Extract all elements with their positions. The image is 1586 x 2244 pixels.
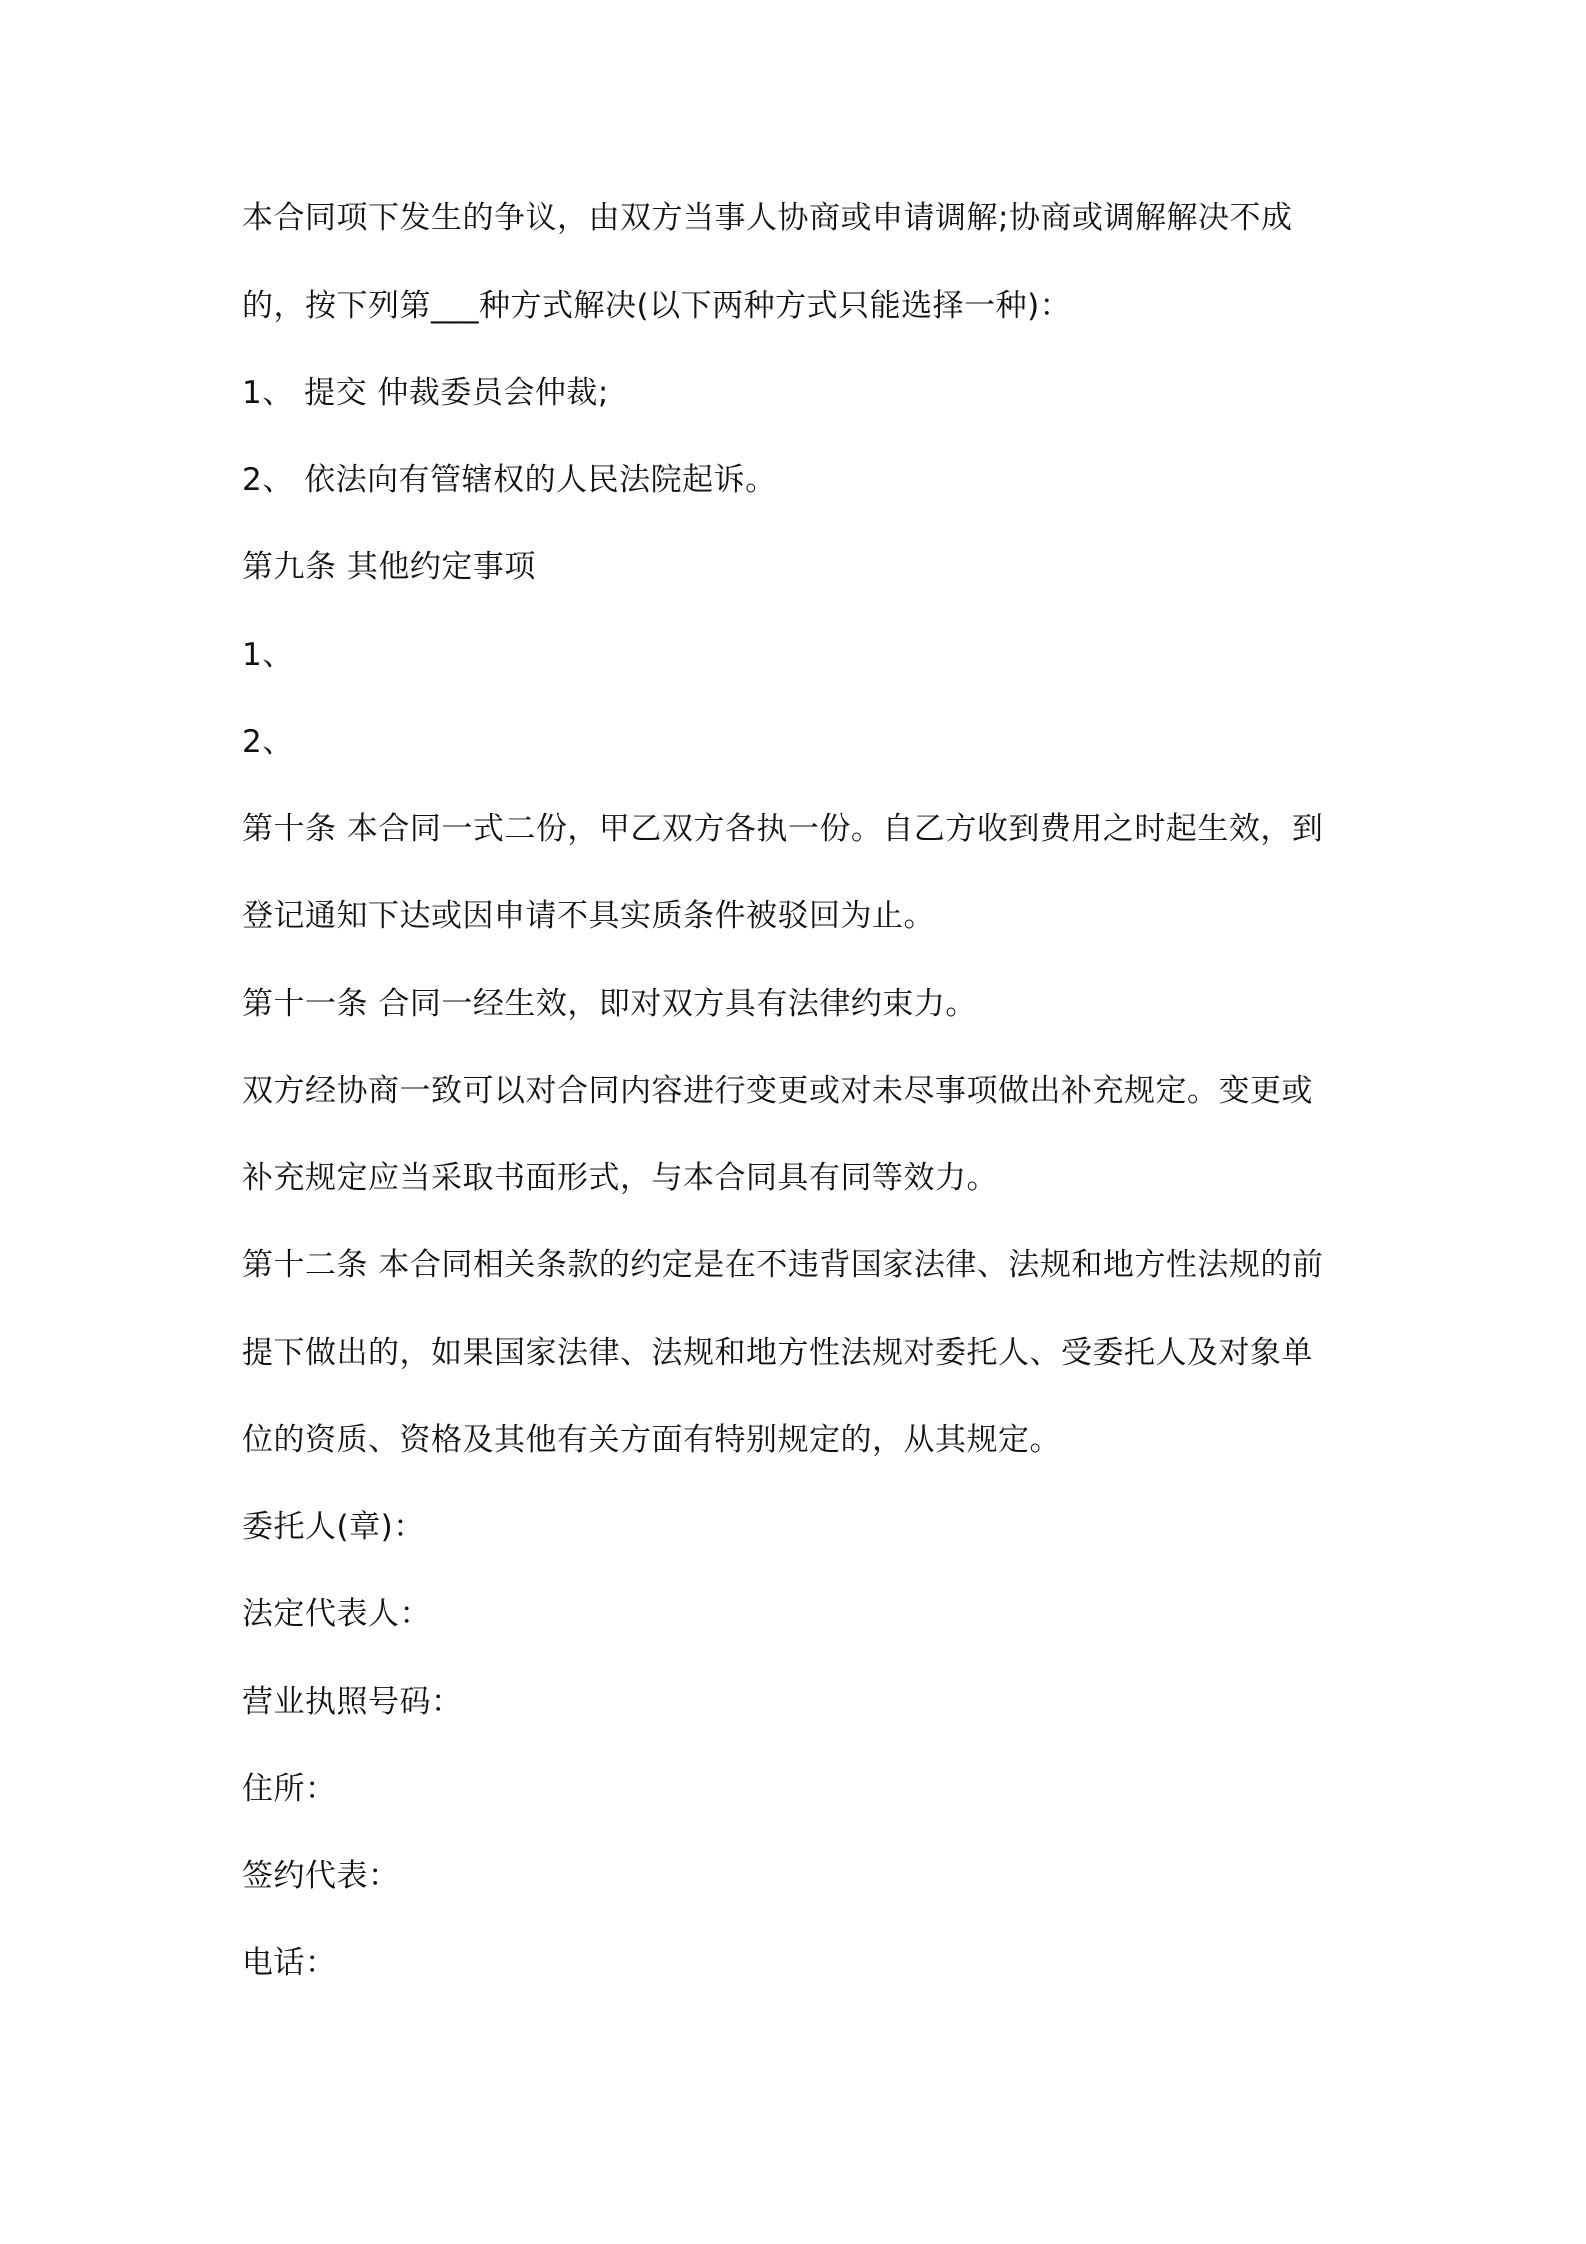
article-10-line-1: 第十条 本合同一式二份，甲乙双方各执一份。自乙方收到费用之时起生效，到	[242, 811, 1324, 847]
article-11-line-3: 补充规定应当采取书面形式，与本合同具有同等效力。	[242, 1160, 998, 1196]
article-9-item-2: 2、	[242, 724, 294, 760]
dispute-clause-line-1: 本合同项下发生的争议，由双方当事人协商或申请调解;协商或调解解决不成	[242, 200, 1293, 236]
article-11-line-2: 双方经协商一致可以对合同内容进行变更或对未尽事项做出补充规定。变更或	[242, 1073, 1313, 1109]
dispute-option-1: 1、 提交 仲裁委员会仲裁;	[242, 375, 609, 411]
legal-representative-label: 法定代表人：	[242, 1596, 431, 1632]
article-12-line-1: 第十二条 本合同相关条款的约定是在不违背国家法律、法规和地方性法规的前	[242, 1247, 1324, 1283]
signing-representative-label: 签约代表：	[242, 1858, 400, 1894]
client-seal-label: 委托人(章)：	[242, 1509, 425, 1545]
phone-label: 电话：	[242, 1945, 337, 1981]
dispute-option-2: 2、 依法向有管辖权的人民法院起诉。	[242, 462, 777, 498]
dispute-clause-line-2: 的，按下列第___种方式解决(以下两种方式只能选择一种)：	[242, 288, 1072, 324]
article-12-line-2: 提下做出的，如果国家法律、法规和地方性法规对委托人、受委托人及对象单	[242, 1335, 1313, 1371]
article-10-line-2: 登记通知下达或因申请不具实质条件被驳回为止。	[242, 898, 935, 934]
article-9-item-1: 1、	[242, 637, 294, 673]
business-license-label: 营业执照号码：	[242, 1684, 463, 1720]
address-label: 住所：	[242, 1771, 337, 1807]
article-12-line-3: 位的资质、资格及其他有关方面有特别规定的，从其规定。	[242, 1422, 1061, 1458]
article-11-line-1: 第十一条 合同一经生效，即对双方具有法律约束力。	[242, 986, 977, 1022]
article-9-heading: 第九条 其他约定事项	[242, 549, 536, 585]
